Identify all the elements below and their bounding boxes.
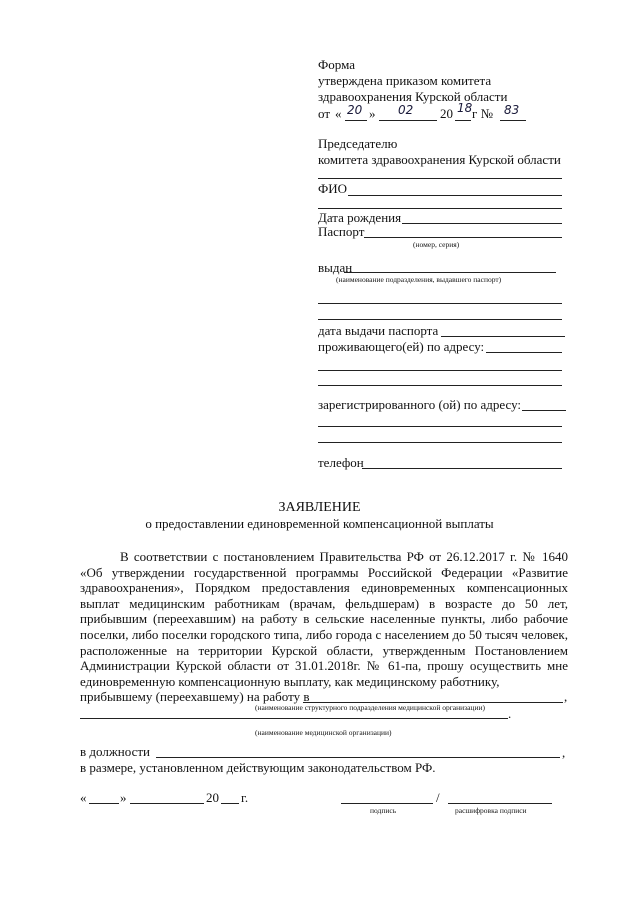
order-day-close-quote: » [369,106,376,121]
residence-field-2[interactable] [318,370,562,371]
order-month-line [379,120,437,121]
blank-line[interactable] [318,178,562,179]
issued-by-field-2[interactable] [318,303,562,304]
registration-label: зарегистрированного (ой) по адресу: [318,397,522,412]
statement-last-line: прибывшему (переехавшему) на работу в [80,689,310,704]
phone-label: телефон [318,455,364,470]
sign-year-prefix: 20 [206,790,219,805]
document-subtitle: о предоставлении единовременной компенсационной выплаты [145,516,494,531]
approved-line-1: утверждена приказом комитета [318,73,492,88]
sign-day-field[interactable] [89,803,119,804]
order-number-line [500,120,526,121]
order-year-handwritten: 18 [457,101,473,115]
statement-paragraph [80,549,568,689]
issue-date-label: дата выдачи паспорта [318,323,439,338]
order-day-open-quote: « [335,106,342,121]
registration-field-2[interactable] [318,426,562,427]
residence-field-3[interactable] [318,385,562,386]
fio-label: ФИО [318,181,348,196]
birth-date-label: Дата рождения [318,210,402,225]
organization-period: . [508,706,512,721]
birth-date-field[interactable] [402,223,562,224]
sign-month-field[interactable] [130,803,204,804]
order-number-handwritten: 83 [504,103,520,117]
signature-decoding-field[interactable] [448,803,552,804]
form-label: Форма [318,57,355,72]
order-day-line [345,120,367,121]
passport-label: Паспорт [318,224,365,239]
sign-year-suffix: г. [241,790,249,805]
issue-date-field[interactable] [441,336,565,337]
sign-date-close-quote: » [120,790,127,805]
order-number-prefix: г № [472,106,493,121]
amount-line: в размере, установленном действующим законодательством РФ. [80,760,436,775]
fio-field-2[interactable] [318,208,562,209]
passport-hint: (номер, серия) [413,240,460,249]
work-unit-hint: (наименование структурного подразделения медицинской организации) [255,703,485,712]
residence-label: проживающего(ей) по адресу: [318,339,485,354]
registration-field-3[interactable] [318,442,562,443]
registration-field[interactable] [522,410,566,411]
signature-slash: / [436,790,440,805]
order-date-prefix: от [318,106,331,121]
issued-by-field[interactable] [344,272,556,273]
work-unit-comma: , [564,689,568,704]
order-month-handwritten: 02 [398,103,414,117]
fio-field[interactable] [348,195,562,196]
order-year-line [455,120,471,121]
signature-decoding-hint: расшифровка подписи [455,806,527,815]
addressee-line-1: Председателю [318,136,398,151]
organization-hint: (наименование медицинской организации) [255,728,392,737]
position-label: в должности [80,744,150,759]
passport-field[interactable] [364,237,562,238]
issued-by-hint: (наименование подразделения, выдавшего паспорт) [336,275,502,284]
position-comma: , [562,745,566,760]
signature-field[interactable] [341,803,433,804]
signature-hint: подпись [370,806,397,815]
order-day-handwritten: 20 [347,103,363,117]
position-field[interactable] [156,757,560,758]
issued-by-label: выдан [318,260,353,275]
sign-year-field[interactable] [221,803,239,804]
statement-text: В соответствии с постановлением Правительства РФ от 26.12.2017 г. № 1640 «Об утверждении государственной программы Российской Федерации «Развитие здравоохранения», Порядком предоставления единовременных компенсационных выплат медицинским работникам (врачам, фельдшерам) в возрасте до 50 лет, прибывшим (переехавшим) на работу в сельские населенные пункты, либо рабочие поселки, либо поселки городского типа, либо города с населением до 50 тысяч человек, расположенные на территории Курской области, утвержденным Постановлением Администрации Курской области от 31.01.2018г. № 61-па, прошу осуществить мне единовременную компенсационную выплату, как медицинскому работнику, [80,549,568,689]
residence-field[interactable] [486,352,562,353]
organization-field[interactable] [80,718,508,719]
order-year-prefix: 20 [440,106,453,121]
addressee-line-2: комитета здравоохранения Курской области [318,152,561,167]
document-title: ЗАЯВЛЕНИЕ [278,500,361,515]
approved-line-2: здравоохранения Курской области [318,89,508,104]
phone-field[interactable] [362,468,562,469]
sign-date-open-quote: « [80,790,87,805]
issued-by-field-3[interactable] [318,319,562,320]
